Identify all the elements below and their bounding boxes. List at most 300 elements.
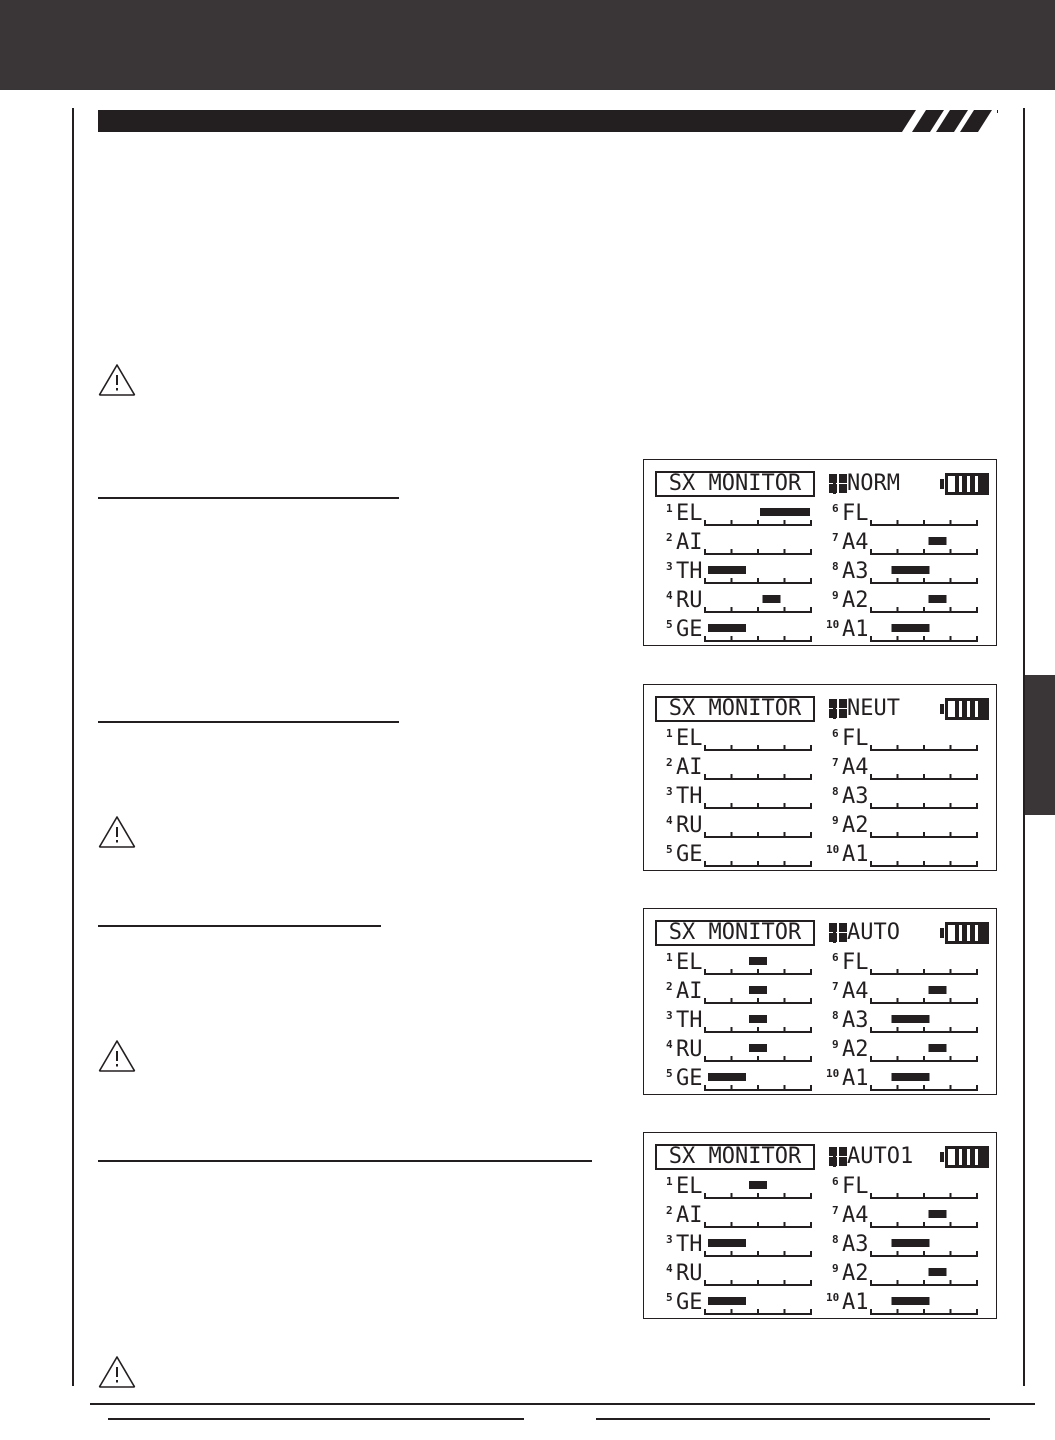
bar-tick	[950, 607, 952, 612]
bar-tick	[950, 1222, 952, 1227]
channel-name: A4	[842, 979, 869, 1004]
channel-position-marker	[929, 1268, 947, 1276]
bar-tick	[950, 1280, 952, 1285]
channel-number: 3	[666, 785, 673, 798]
channel-name: GE	[676, 1066, 703, 1091]
bar-tick	[923, 549, 925, 554]
flight-mode-label: AUTO	[847, 920, 900, 945]
bar-tick	[784, 1193, 786, 1198]
channel-number: 3	[666, 1009, 673, 1022]
bar-tick	[950, 861, 952, 866]
channel-name: TH	[676, 784, 703, 809]
bar-tick	[897, 520, 899, 525]
channel-number: 6	[832, 951, 839, 964]
bar-tick	[897, 636, 899, 641]
channel-name: RU	[676, 588, 703, 613]
monitor-title: SX MONITOR	[655, 1144, 815, 1170]
bar-tick	[810, 520, 812, 525]
channel-name: AI	[676, 1203, 703, 1228]
channel-row	[826, 617, 992, 644]
channel-name: TH	[676, 559, 703, 584]
channel-row	[666, 950, 826, 977]
channel-name: A3	[842, 1008, 869, 1033]
channel-row	[832, 1261, 992, 1288]
bar-tick	[784, 578, 786, 583]
channel-position-bar	[870, 813, 978, 840]
bar-tick	[897, 1222, 899, 1227]
bar-tick	[784, 520, 786, 525]
channel-position-bar	[704, 1037, 812, 1064]
bar-tick	[784, 998, 786, 1003]
channel-name: GE	[676, 842, 703, 867]
bar-tick	[784, 1280, 786, 1285]
bar-tick	[976, 745, 978, 750]
bar-tick	[923, 1222, 925, 1227]
bar-tick	[870, 607, 872, 612]
bar-tick	[870, 1309, 872, 1314]
mode-block-icon	[829, 1147, 847, 1167]
bar-tick	[704, 832, 706, 837]
bar-tick	[976, 1251, 978, 1256]
channel-number: 10	[826, 618, 840, 631]
channel-number: 8	[832, 785, 839, 798]
channel-position-bar	[704, 1008, 812, 1035]
footer-rule-right	[596, 1418, 990, 1420]
bar-tick	[704, 745, 706, 750]
battery-icon	[940, 697, 990, 721]
bar-tick	[757, 969, 759, 974]
channel-position-bar	[870, 950, 978, 977]
channel-row	[666, 813, 826, 840]
channel-name: FL	[842, 950, 869, 975]
bar-tick	[810, 578, 812, 583]
bar-tick	[923, 578, 925, 583]
bar-tick	[976, 636, 978, 641]
channel-number: 1	[666, 502, 673, 515]
channel-number: 5	[666, 1291, 673, 1304]
bar-tick	[976, 803, 978, 808]
bar-tick	[757, 832, 759, 837]
monitor-header	[655, 920, 985, 946]
bar-tick	[810, 1222, 812, 1227]
bar-tick	[976, 607, 978, 612]
bar-tick	[731, 1056, 733, 1061]
bar-tick	[757, 998, 759, 1003]
channel-name: A2	[842, 813, 869, 838]
bar-tick	[704, 1309, 706, 1314]
mode-block-icon	[829, 923, 847, 943]
channel-number: 7	[832, 756, 839, 769]
bar-tick	[810, 969, 812, 974]
bar-tick	[870, 1085, 872, 1090]
channel-position-bar	[704, 784, 812, 811]
bar-tick	[784, 745, 786, 750]
channel-row	[832, 530, 992, 557]
bar-tick	[897, 1027, 899, 1032]
channel-name: AI	[676, 530, 703, 555]
bar-tick	[870, 578, 872, 583]
bar-tick	[923, 607, 925, 612]
bar-tick	[870, 1056, 872, 1061]
channel-name: A3	[842, 1232, 869, 1257]
bar-tick	[731, 832, 733, 837]
bar-tick	[704, 1251, 706, 1256]
bar-tick	[810, 1056, 812, 1061]
bar-tick	[704, 1027, 706, 1032]
channel-position-bar	[870, 1290, 978, 1317]
channel-number: 8	[832, 1233, 839, 1246]
bar-tick	[810, 1309, 812, 1314]
channel-position-marker	[929, 595, 947, 603]
monitor-header	[655, 696, 985, 722]
monitor-title: SX MONITOR	[655, 696, 815, 722]
channel-position-marker	[760, 508, 810, 516]
bar-tick	[897, 969, 899, 974]
channel-row	[666, 979, 826, 1006]
bar-tick	[923, 832, 925, 837]
bar-tick	[704, 1280, 706, 1285]
bar-tick	[757, 745, 759, 750]
bar-tick	[784, 774, 786, 779]
bar-tick	[731, 1193, 733, 1198]
channel-position-marker	[708, 566, 746, 574]
bar-tick	[704, 803, 706, 808]
channel-position-bar	[704, 501, 812, 528]
bar-tick	[976, 832, 978, 837]
channel-position-bar	[704, 588, 812, 615]
bar-tick	[757, 1027, 759, 1032]
channel-row	[666, 617, 826, 644]
bar-tick	[950, 1193, 952, 1198]
bar-tick	[897, 803, 899, 808]
channel-number: 7	[832, 531, 839, 544]
bar-tick	[870, 1193, 872, 1198]
channel-position-marker	[929, 986, 947, 994]
bar-tick	[870, 969, 872, 974]
channel-number: 8	[832, 1009, 839, 1022]
channel-row	[832, 813, 992, 840]
channel-row	[666, 726, 826, 753]
bar-tick	[704, 578, 706, 583]
bar-tick	[784, 1309, 786, 1314]
channel-position-bar	[870, 1066, 978, 1093]
channel-position-bar	[704, 1232, 812, 1259]
channel-row	[826, 1066, 992, 1093]
section-title-bar	[98, 110, 998, 132]
bar-tick	[923, 520, 925, 525]
bar-tick	[757, 1222, 759, 1227]
bar-tick	[897, 1085, 899, 1090]
channel-row	[826, 1290, 992, 1317]
bar-tick	[704, 1193, 706, 1198]
channel-position-marker	[749, 986, 767, 994]
channel-number: 2	[666, 756, 673, 769]
monitor-header	[655, 471, 985, 497]
channel-position-marker	[892, 566, 930, 574]
bar-tick	[923, 636, 925, 641]
footer-rule	[90, 1403, 1035, 1405]
bar-tick	[897, 861, 899, 866]
bar-tick	[870, 1027, 872, 1032]
channel-position-marker	[892, 1073, 930, 1081]
channel-name: A2	[842, 1037, 869, 1062]
bar-tick	[976, 861, 978, 866]
channel-number: 3	[666, 1233, 673, 1246]
channel-number: 6	[832, 1175, 839, 1188]
bar-tick	[810, 832, 812, 837]
monitor-title: SX MONITOR	[655, 920, 815, 946]
bar-tick	[731, 998, 733, 1003]
channel-row	[832, 1203, 992, 1230]
bar-tick	[897, 774, 899, 779]
channel-name: GE	[676, 617, 703, 642]
bar-tick	[976, 549, 978, 554]
bar-tick	[950, 803, 952, 808]
bar-tick	[897, 832, 899, 837]
channel-number: 2	[666, 1204, 673, 1217]
channel-position-bar	[704, 726, 812, 753]
channel-number: 10	[826, 1067, 840, 1080]
channel-position-bar	[704, 559, 812, 586]
bar-tick	[731, 803, 733, 808]
channel-position-marker	[749, 1044, 767, 1052]
bar-tick	[704, 1222, 706, 1227]
channel-row	[832, 950, 992, 977]
bar-tick	[923, 1193, 925, 1198]
channel-position-marker	[708, 1239, 746, 1247]
bar-tick	[870, 1280, 872, 1285]
channel-position-marker	[749, 1181, 767, 1189]
channel-name: A4	[842, 530, 869, 555]
bar-tick	[704, 998, 706, 1003]
channel-row	[832, 588, 992, 615]
battery-icon	[940, 921, 990, 945]
channel-position-bar	[704, 530, 812, 557]
mode-block-icon	[829, 474, 847, 494]
channel-name: FL	[842, 726, 869, 751]
bar-tick	[810, 745, 812, 750]
channel-position-bar	[870, 755, 978, 782]
bar-tick	[757, 1056, 759, 1061]
bar-tick	[784, 607, 786, 612]
channel-name: A4	[842, 1203, 869, 1228]
channel-position-bar	[870, 842, 978, 869]
bar-tick	[950, 832, 952, 837]
bar-tick	[923, 998, 925, 1003]
bar-tick	[897, 578, 899, 583]
channel-row	[666, 1203, 826, 1230]
bar-tick	[976, 998, 978, 1003]
channel-position-bar	[704, 979, 812, 1006]
bar-tick	[923, 1027, 925, 1032]
channel-number: 6	[832, 502, 839, 515]
channel-row	[832, 1174, 992, 1201]
channel-position-bar	[704, 950, 812, 977]
bar-tick	[704, 1085, 706, 1090]
bar-tick	[897, 607, 899, 612]
bar-tick	[757, 803, 759, 808]
channel-name: RU	[676, 1261, 703, 1286]
bar-tick	[976, 1193, 978, 1198]
channel-row	[666, 1008, 826, 1035]
channel-position-bar	[704, 1261, 812, 1288]
channel-position-bar	[870, 726, 978, 753]
channel-position-bar	[704, 755, 812, 782]
bar-tick	[810, 998, 812, 1003]
bar-tick	[810, 607, 812, 612]
bar-tick	[784, 969, 786, 974]
channel-number: 9	[832, 814, 839, 827]
bar-tick	[950, 745, 952, 750]
channel-name: FL	[842, 501, 869, 526]
channel-row	[666, 588, 826, 615]
monitor-title: SX MONITOR	[655, 471, 815, 497]
channel-number: 5	[666, 1067, 673, 1080]
channel-name: TH	[676, 1008, 703, 1033]
channel-position-bar	[870, 559, 978, 586]
bar-tick	[976, 578, 978, 583]
channel-position-bar	[870, 1203, 978, 1230]
channel-row	[832, 726, 992, 753]
channel-position-marker	[708, 1297, 746, 1305]
bar-tick	[810, 636, 812, 641]
bar-tick	[810, 1251, 812, 1256]
channel-row	[666, 784, 826, 811]
channel-row	[666, 1037, 826, 1064]
channel-position-marker	[763, 595, 781, 603]
channel-position-bar	[704, 1174, 812, 1201]
bar-tick	[784, 1251, 786, 1256]
channel-row	[832, 559, 992, 586]
sx-monitor-screen-auto	[643, 908, 997, 1095]
bar-tick	[810, 1027, 812, 1032]
bar-tick	[923, 969, 925, 974]
channel-row	[832, 1008, 992, 1035]
channel-name: EL	[676, 1174, 703, 1199]
channel-number: 2	[666, 980, 673, 993]
bar-tick	[757, 549, 759, 554]
bar-tick	[976, 1056, 978, 1061]
channel-position-marker	[929, 537, 947, 545]
channel-position-bar	[870, 617, 978, 644]
channel-number: 8	[832, 560, 839, 573]
bar-tick	[923, 774, 925, 779]
bar-tick	[897, 998, 899, 1003]
bar-tick	[950, 1251, 952, 1256]
bar-tick	[897, 1193, 899, 1198]
channel-name: A1	[842, 1290, 869, 1315]
battery-icon	[940, 1145, 990, 1169]
channel-row	[666, 530, 826, 557]
bar-tick	[950, 549, 952, 554]
footer-rule-left	[108, 1418, 524, 1420]
bar-tick	[784, 1222, 786, 1227]
bar-tick	[784, 832, 786, 837]
bar-tick	[810, 549, 812, 554]
bar-tick	[810, 803, 812, 808]
bar-tick	[784, 1056, 786, 1061]
bar-tick	[704, 607, 706, 612]
monitor-header	[655, 1144, 985, 1170]
channel-position-bar	[704, 1290, 812, 1317]
channel-position-bar	[870, 588, 978, 615]
channel-position-marker	[749, 957, 767, 965]
bar-tick	[870, 832, 872, 837]
channel-row	[666, 1232, 826, 1259]
bar-tick	[731, 969, 733, 974]
warning-triangle-icon	[98, 1039, 136, 1073]
channel-row	[832, 1232, 992, 1259]
bar-tick	[810, 1085, 812, 1090]
bar-tick	[731, 1085, 733, 1090]
channel-number: 9	[832, 589, 839, 602]
channel-name: FL	[842, 1174, 869, 1199]
bar-tick	[976, 520, 978, 525]
channel-row	[666, 1261, 826, 1288]
channel-number: 1	[666, 727, 673, 740]
flight-mode-label: NEUT	[847, 696, 900, 721]
channel-number: 10	[826, 1291, 840, 1304]
channel-position-bar	[704, 813, 812, 840]
bar-tick	[731, 578, 733, 583]
bar-tick	[923, 745, 925, 750]
bar-tick	[870, 998, 872, 1003]
bar-tick	[950, 1056, 952, 1061]
heading-underline	[98, 721, 399, 723]
channel-position-marker	[892, 1015, 930, 1023]
bar-tick	[784, 861, 786, 866]
bar-tick	[784, 803, 786, 808]
warning-triangle-icon	[98, 1355, 136, 1389]
channel-name: A2	[842, 1261, 869, 1286]
mode-block-icon	[829, 699, 847, 719]
channel-row	[666, 842, 826, 869]
bar-tick	[810, 1193, 812, 1198]
bar-tick	[810, 774, 812, 779]
bar-tick	[923, 861, 925, 866]
channel-name: TH	[676, 1232, 703, 1257]
channel-number: 4	[666, 1038, 673, 1051]
bar-tick	[950, 969, 952, 974]
bar-tick	[704, 861, 706, 866]
bar-tick	[897, 549, 899, 554]
bar-tick	[704, 1056, 706, 1061]
bar-tick	[976, 774, 978, 779]
channel-name: EL	[676, 950, 703, 975]
bar-tick	[976, 1027, 978, 1032]
channel-name: EL	[676, 501, 703, 526]
bar-tick	[870, 520, 872, 525]
channel-row	[832, 979, 992, 1006]
channel-name: A3	[842, 559, 869, 584]
bar-tick	[731, 1309, 733, 1314]
channel-number: 1	[666, 951, 673, 964]
bar-tick	[950, 520, 952, 525]
channel-number: 6	[832, 727, 839, 740]
bar-tick	[731, 745, 733, 750]
channel-number: 4	[666, 814, 673, 827]
bar-tick	[950, 1027, 952, 1032]
bar-tick	[950, 774, 952, 779]
bar-tick	[870, 774, 872, 779]
bar-tick	[757, 774, 759, 779]
bar-tick	[870, 745, 872, 750]
channel-position-bar	[704, 617, 812, 644]
channel-name: EL	[676, 726, 703, 751]
channel-position-bar	[870, 1037, 978, 1064]
bar-tick	[976, 1280, 978, 1285]
heading-underline	[98, 497, 399, 499]
